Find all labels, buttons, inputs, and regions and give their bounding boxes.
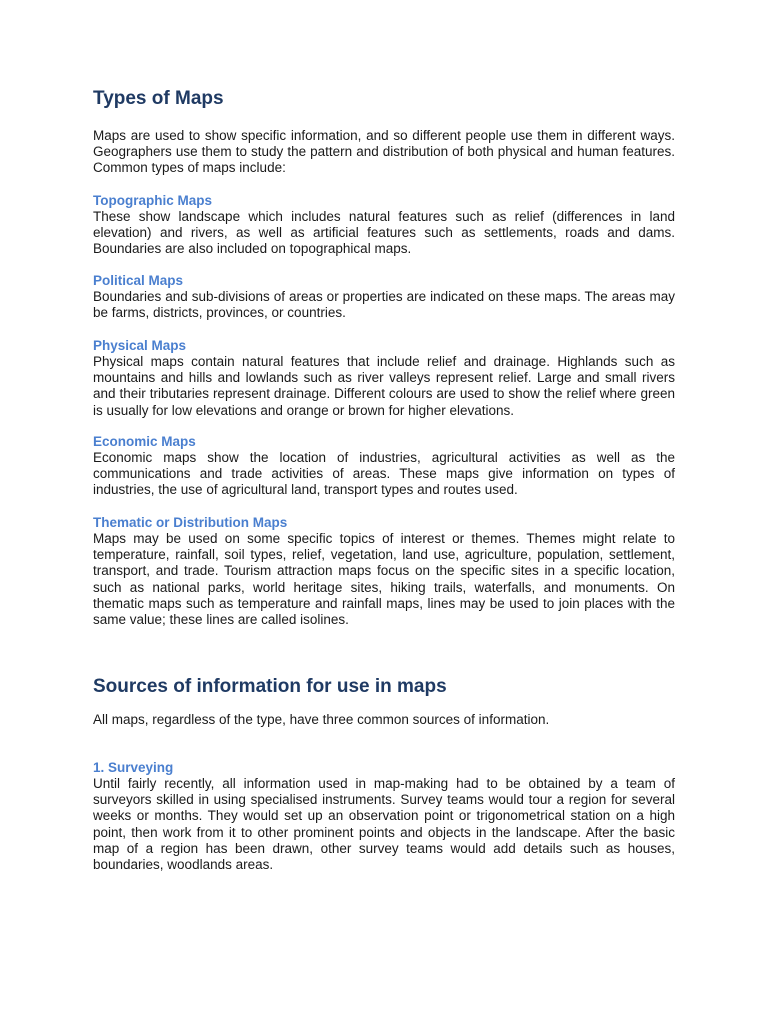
surveying-heading: 1. Surveying [93,760,174,775]
sources-intro-paragraph: All maps, regardless of the type, have three common sources of information. [93,712,550,727]
physical-maps-heading: Physical Maps [93,338,187,353]
economic-maps-text: Economic maps show the location of industries, agricultural activities as well as the communications and trade activities of areas. These maps give information on types of industries, the use of agricultural land, transport types and routes used. [93,450,675,498]
topographic-maps-text: These show landscape which includes natural features such as relief (differences in land elevation) and rivers, as well as artificial features such as settlements, roads and dams. Boundaries are also included on topographical maps. [93,209,675,257]
section-title-sources: Sources of information for use in maps [93,676,447,697]
intro-paragraph: Maps are used to show specific information, and so different people use them in different ways. Geographers use them to study the pattern and distribution of both physical and human features. Common types of maps include: [93,128,675,176]
physical-maps-text: Physical maps contain natural features that include relief and drainage. Highlands such as mountains and hills and lowlands such as river valleys represent relief. Large and small rivers and their tributaries represent drainage. Different colours are used to show the relief where green is usually for low elevations and orange or brown for higher elevations. [93,354,675,418]
political-maps-text: Boundaries and sub-divisions of areas or properties are indicated on these maps. The areas may be farms, districts, provinces, or countries. [93,289,675,321]
political-maps-heading: Political Maps [93,273,184,288]
surveying-text: Until fairly recently, all information used in map-making had to be obtained by a team of surveyors skilled in using specialised instruments. Survey teams would tour a region for several weeks or months. They would set up an observation point or trigonometrical station on a high point, then work from it to other prominent points and objects in the landscape. After the basic map of a region has been drawn, other survey teams would add details such as houses, boundaries, woodlands areas. [93,776,675,873]
page-title: Types of Maps [93,88,224,109]
thematic-maps-heading: Thematic or Distribution Maps [93,515,288,530]
economic-maps-heading: Economic Maps [93,434,196,449]
topographic-maps-heading: Topographic Maps [93,193,213,208]
thematic-maps-text: Maps may be used on some specific topics of interest or themes. Themes might relate to temperature, rainfall, soil types, relief, vegetation, land use, agriculture, population, settlement, transport, and trade. Tourism attraction maps focus on the specific sites in a specific location, such as national parks, world heritage sites, hiking trails, waterfalls, and monuments. On thematic maps such as temperature and rainfall maps, lines may be used to join places with the same value; these lines are called isolines. [93,531,675,628]
